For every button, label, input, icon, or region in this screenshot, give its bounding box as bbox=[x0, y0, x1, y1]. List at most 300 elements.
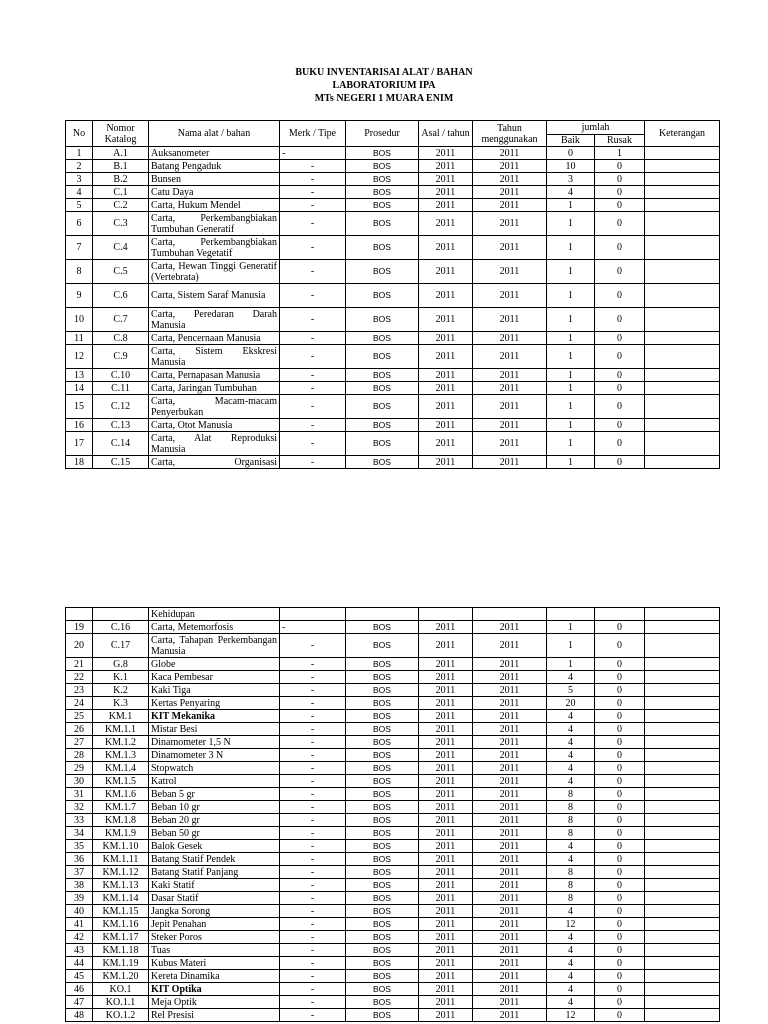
cell-nama-alat-bold: KIT Mekanika bbox=[151, 710, 215, 722]
table-row bbox=[66, 308, 720, 332]
cell-nama-alat bbox=[149, 983, 280, 996]
cell-nomor-katalog: KM.1.15 bbox=[93, 905, 149, 918]
table-row bbox=[66, 905, 720, 918]
cell-nomor-katalog: KM.1.17 bbox=[93, 931, 149, 944]
cell-prosedur: BOS bbox=[346, 199, 419, 212]
cell-baik: 4 bbox=[547, 736, 595, 749]
cell-baik: 8 bbox=[547, 866, 595, 879]
cell-no: 14 bbox=[66, 382, 93, 395]
cell-tahun-menggunakan: 2011 bbox=[473, 345, 547, 369]
cell-asal-tahun: 2011 bbox=[419, 671, 473, 684]
cell-tahun-menggunakan: 2011 bbox=[473, 1009, 547, 1022]
cell-nomor-katalog: C.8 bbox=[93, 332, 149, 345]
cell-nama-alat: Beban 5 gr bbox=[149, 788, 280, 801]
cell-rusak: 0 bbox=[595, 634, 645, 658]
cell-baik: 1 bbox=[547, 260, 595, 284]
cell-no: 35 bbox=[66, 840, 93, 853]
cell-prosedur: BOS bbox=[346, 775, 419, 788]
cell-nama-alat: Kertas Penyaring bbox=[149, 697, 280, 710]
cell-rusak bbox=[595, 608, 645, 621]
cell-nomor-katalog: C.16 bbox=[93, 621, 149, 634]
cell-prosedur: BOS bbox=[346, 710, 419, 723]
table-row bbox=[66, 788, 720, 801]
cell-nomor-katalog: C.6 bbox=[93, 284, 149, 308]
cell-keterangan bbox=[645, 736, 720, 749]
cell-tahun-menggunakan: 2011 bbox=[473, 775, 547, 788]
cell-prosedur: BOS bbox=[346, 658, 419, 671]
cell-keterangan bbox=[645, 918, 720, 931]
cell-prosedur: BOS bbox=[346, 905, 419, 918]
cell-nomor-katalog: C.17 bbox=[93, 634, 149, 658]
cell-prosedur: BOS bbox=[346, 634, 419, 658]
cell-prosedur: BOS bbox=[346, 432, 419, 456]
cell-rusak: 0 bbox=[595, 432, 645, 456]
cell-rusak: 0 bbox=[595, 983, 645, 996]
cell-merk-tipe: - bbox=[280, 866, 346, 879]
cell-nama-alat bbox=[149, 710, 280, 723]
cell-nomor-katalog: KO.1 bbox=[93, 983, 149, 996]
cell-keterangan bbox=[645, 236, 720, 260]
cell-nama-alat: Carta, Sistem Saraf Manusia bbox=[149, 284, 280, 308]
cell-prosedur: BOS bbox=[346, 918, 419, 931]
cell-prosedur: BOS bbox=[346, 212, 419, 236]
cell-rusak: 0 bbox=[595, 996, 645, 1009]
cell-no: 42 bbox=[66, 931, 93, 944]
table-row bbox=[66, 395, 720, 419]
cell-asal-tahun: 2011 bbox=[419, 456, 473, 469]
cell-merk-tipe: - bbox=[280, 840, 346, 853]
cell-merk-tipe: - bbox=[280, 369, 346, 382]
cell-nama-alat: Carta, Macam-macam Penyerbukan bbox=[149, 395, 280, 419]
cell-rusak: 0 bbox=[595, 853, 645, 866]
cell-baik: 1 bbox=[547, 199, 595, 212]
cell-nama-alat: Kubus Materi bbox=[149, 957, 280, 970]
table-row bbox=[66, 684, 720, 697]
cell-merk-tipe: - bbox=[280, 983, 346, 996]
cell-rusak: 0 bbox=[595, 671, 645, 684]
cell-no: 2 bbox=[66, 160, 93, 173]
document-title-line-3: MTs NEGERI 1 MUARA ENIM bbox=[314, 93, 454, 104]
cell-prosedur: BOS bbox=[346, 684, 419, 697]
cell-nomor-katalog: C.4 bbox=[93, 236, 149, 260]
table-row bbox=[66, 697, 720, 710]
cell-keterangan bbox=[645, 671, 720, 684]
cell-asal-tahun: 2011 bbox=[419, 1009, 473, 1022]
cell-nomor-katalog: KM.1.2 bbox=[93, 736, 149, 749]
cell-merk-tipe: - bbox=[280, 944, 346, 957]
table-row bbox=[66, 212, 720, 236]
cell-merk-tipe: - bbox=[280, 658, 346, 671]
cell-baik: 1 bbox=[547, 621, 595, 634]
cell-merk-tipe: - bbox=[280, 284, 346, 308]
cell-merk-tipe: - bbox=[280, 749, 346, 762]
cell-tahun-menggunakan: 2011 bbox=[473, 736, 547, 749]
cell-tahun-menggunakan: 2011 bbox=[473, 621, 547, 634]
cell-no: 18 bbox=[66, 456, 93, 469]
header-merk-tipe: Merk / Tipe bbox=[280, 121, 346, 147]
cell-asal-tahun bbox=[419, 608, 473, 621]
table-row bbox=[66, 801, 720, 814]
cell-merk-tipe: - bbox=[280, 236, 346, 260]
cell-rusak: 0 bbox=[595, 892, 645, 905]
cell-asal-tahun: 2011 bbox=[419, 419, 473, 432]
cell-merk-tipe: - bbox=[280, 879, 346, 892]
cell-keterangan bbox=[645, 697, 720, 710]
cell-rusak: 0 bbox=[595, 345, 645, 369]
cell-no: 15 bbox=[66, 395, 93, 419]
cell-rusak: 0 bbox=[595, 369, 645, 382]
table-row bbox=[66, 186, 720, 199]
cell-asal-tahun: 2011 bbox=[419, 684, 473, 697]
cell-rusak: 0 bbox=[595, 840, 645, 853]
cell-nama-alat: Carta, Pencernaan Manusia bbox=[149, 332, 280, 345]
table-row bbox=[66, 634, 720, 658]
cell-keterangan bbox=[645, 866, 720, 879]
table-row bbox=[66, 749, 720, 762]
cell-baik: 4 bbox=[547, 671, 595, 684]
cell-nomor-katalog: C.11 bbox=[93, 382, 149, 395]
cell-asal-tahun: 2011 bbox=[419, 749, 473, 762]
cell-prosedur: BOS bbox=[346, 697, 419, 710]
table-row bbox=[66, 710, 720, 723]
cell-keterangan bbox=[645, 608, 720, 621]
cell-baik: 1 bbox=[547, 345, 595, 369]
cell-baik: 3 bbox=[547, 173, 595, 186]
cell-prosedur: BOS bbox=[346, 369, 419, 382]
cell-no: 37 bbox=[66, 866, 93, 879]
cell-tahun-menggunakan: 2011 bbox=[473, 983, 547, 996]
cell-merk-tipe: - bbox=[280, 345, 346, 369]
cell-prosedur: BOS bbox=[346, 1009, 419, 1022]
cell-merk-tipe: - bbox=[280, 697, 346, 710]
cell-no: 45 bbox=[66, 970, 93, 983]
cell-keterangan bbox=[645, 212, 720, 236]
cell-baik: 4 bbox=[547, 931, 595, 944]
cell-rusak: 0 bbox=[595, 160, 645, 173]
cell-tahun-menggunakan: 2011 bbox=[473, 284, 547, 308]
cell-rusak: 0 bbox=[595, 1009, 645, 1022]
cell-asal-tahun: 2011 bbox=[419, 432, 473, 456]
cell-prosedur: BOS bbox=[346, 332, 419, 345]
cell-rusak: 0 bbox=[595, 332, 645, 345]
cell-nomor-katalog: KM.1.7 bbox=[93, 801, 149, 814]
cell-baik: 8 bbox=[547, 879, 595, 892]
table-row bbox=[66, 658, 720, 671]
cell-keterangan bbox=[645, 749, 720, 762]
inventory-table-page-1 bbox=[65, 120, 720, 469]
cell-nama-alat: Carta, Organisasi bbox=[149, 456, 280, 469]
table-row bbox=[66, 199, 720, 212]
cell-asal-tahun: 2011 bbox=[419, 260, 473, 284]
cell-no: 41 bbox=[66, 918, 93, 931]
cell-prosedur: BOS bbox=[346, 983, 419, 996]
cell-tahun-menggunakan: 2011 bbox=[473, 212, 547, 236]
cell-asal-tahun: 2011 bbox=[419, 853, 473, 866]
cell-no: 39 bbox=[66, 892, 93, 905]
cell-asal-tahun: 2011 bbox=[419, 284, 473, 308]
cell-asal-tahun: 2011 bbox=[419, 710, 473, 723]
cell-asal-tahun: 2011 bbox=[419, 736, 473, 749]
cell-nomor-katalog: KM.1.6 bbox=[93, 788, 149, 801]
header-nomor-katalog: Nomor Katalog bbox=[93, 121, 149, 147]
cell-rusak: 0 bbox=[595, 749, 645, 762]
cell-rusak: 0 bbox=[595, 284, 645, 308]
cell-prosedur: BOS bbox=[346, 395, 419, 419]
cell-keterangan bbox=[645, 684, 720, 697]
cell-asal-tahun: 2011 bbox=[419, 345, 473, 369]
cell-prosedur: BOS bbox=[346, 957, 419, 970]
cell-keterangan bbox=[645, 332, 720, 345]
cell-merk-tipe: - bbox=[280, 853, 346, 866]
cell-tahun-menggunakan: 2011 bbox=[473, 723, 547, 736]
cell-baik bbox=[547, 608, 595, 621]
cell-nomor-katalog: C.5 bbox=[93, 260, 149, 284]
cell-baik: 4 bbox=[547, 775, 595, 788]
cell-no: 12 bbox=[66, 345, 93, 369]
cell-nama-alat: Dinamometer 1,5 N bbox=[149, 736, 280, 749]
cell-keterangan bbox=[645, 308, 720, 332]
cell-nomor-katalog: K.3 bbox=[93, 697, 149, 710]
cell-keterangan bbox=[645, 382, 720, 395]
cell-merk-tipe: - bbox=[280, 723, 346, 736]
cell-merk-tipe: - bbox=[280, 173, 346, 186]
cell-no: 36 bbox=[66, 853, 93, 866]
cell-prosedur: BOS bbox=[346, 866, 419, 879]
cell-asal-tahun: 2011 bbox=[419, 199, 473, 212]
table-row bbox=[66, 160, 720, 173]
cell-tahun-menggunakan: 2011 bbox=[473, 892, 547, 905]
cell-merk-tipe: - bbox=[280, 918, 346, 931]
cell-nomor-katalog: C.13 bbox=[93, 419, 149, 432]
cell-asal-tahun: 2011 bbox=[419, 395, 473, 419]
cell-nomor-katalog: KM.1.5 bbox=[93, 775, 149, 788]
cell-rusak: 0 bbox=[595, 788, 645, 801]
cell-rusak: 0 bbox=[595, 382, 645, 395]
cell-tahun-menggunakan: 2011 bbox=[473, 905, 547, 918]
cell-nama-alat: Rel Presisi bbox=[149, 1009, 280, 1022]
cell-nama-alat: Katrol bbox=[149, 775, 280, 788]
cell-merk-tipe: - bbox=[280, 671, 346, 684]
cell-asal-tahun: 2011 bbox=[419, 996, 473, 1009]
cell-no: 47 bbox=[66, 996, 93, 1009]
table-row bbox=[66, 382, 720, 395]
table-row bbox=[66, 419, 720, 432]
cell-merk-tipe: - bbox=[280, 814, 346, 827]
cell-tahun-menggunakan bbox=[473, 608, 547, 621]
table-row bbox=[66, 827, 720, 840]
cell-no: 16 bbox=[66, 419, 93, 432]
cell-no: 23 bbox=[66, 684, 93, 697]
cell-prosedur: BOS bbox=[346, 671, 419, 684]
cell-asal-tahun: 2011 bbox=[419, 970, 473, 983]
cell-baik: 4 bbox=[547, 710, 595, 723]
cell-tahun-menggunakan: 2011 bbox=[473, 332, 547, 345]
cell-keterangan bbox=[645, 621, 720, 634]
cell-no: 21 bbox=[66, 658, 93, 671]
cell-keterangan bbox=[645, 634, 720, 658]
cell-baik: 12 bbox=[547, 918, 595, 931]
cell-prosedur: BOS bbox=[346, 456, 419, 469]
cell-rusak: 0 bbox=[595, 710, 645, 723]
cell-prosedur: BOS bbox=[346, 996, 419, 1009]
cell-nomor-katalog: KM.1.14 bbox=[93, 892, 149, 905]
cell-nama-alat: Jepit Penahan bbox=[149, 918, 280, 931]
cell-no: 28 bbox=[66, 749, 93, 762]
cell-keterangan bbox=[645, 814, 720, 827]
cell-no: 24 bbox=[66, 697, 93, 710]
cell-tahun-menggunakan: 2011 bbox=[473, 456, 547, 469]
cell-no: 22 bbox=[66, 671, 93, 684]
header-asal-tahun: Asal / tahun bbox=[419, 121, 473, 147]
cell-nama-alat: Meja Optik bbox=[149, 996, 280, 1009]
cell-merk-tipe: - bbox=[280, 957, 346, 970]
cell-baik: 4 bbox=[547, 905, 595, 918]
cell-keterangan bbox=[645, 775, 720, 788]
cell-no: 48 bbox=[66, 1009, 93, 1022]
cell-prosedur: BOS bbox=[346, 419, 419, 432]
cell-tahun-menggunakan: 2011 bbox=[473, 147, 547, 160]
table-row bbox=[66, 879, 720, 892]
cell-tahun-menggunakan: 2011 bbox=[473, 879, 547, 892]
cell-asal-tahun: 2011 bbox=[419, 147, 473, 160]
cell-keterangan bbox=[645, 931, 720, 944]
cell-merk-tipe: - bbox=[280, 788, 346, 801]
table-row bbox=[66, 432, 720, 456]
cell-keterangan bbox=[645, 944, 720, 957]
cell-no: 29 bbox=[66, 762, 93, 775]
cell-tahun-menggunakan: 2011 bbox=[473, 710, 547, 723]
cell-asal-tahun: 2011 bbox=[419, 866, 473, 879]
cell-nama-alat: Globe bbox=[149, 658, 280, 671]
cell-prosedur: BOS bbox=[346, 147, 419, 160]
cell-no: 40 bbox=[66, 905, 93, 918]
cell-tahun-menggunakan: 2011 bbox=[473, 186, 547, 199]
cell-merk-tipe: - bbox=[280, 762, 346, 775]
cell-nomor-katalog: C.9 bbox=[93, 345, 149, 369]
cell-merk-tipe: - bbox=[280, 212, 346, 236]
cell-prosedur: BOS bbox=[346, 284, 419, 308]
cell-tahun-menggunakan: 2011 bbox=[473, 199, 547, 212]
table-row bbox=[66, 671, 720, 684]
cell-nama-alat: Batang Statif Pendek bbox=[149, 853, 280, 866]
cell-no: 17 bbox=[66, 432, 93, 456]
cell-baik: 1 bbox=[547, 308, 595, 332]
cell-asal-tahun: 2011 bbox=[419, 788, 473, 801]
cell-no: 8 bbox=[66, 260, 93, 284]
cell-nomor-katalog: C.2 bbox=[93, 199, 149, 212]
cell-rusak: 0 bbox=[595, 866, 645, 879]
cell-rusak: 0 bbox=[595, 260, 645, 284]
cell-rusak: 0 bbox=[595, 762, 645, 775]
cell-rusak: 0 bbox=[595, 944, 645, 957]
cell-nama-alat: Carta, Hewan Tinggi Generatif (Vertebrata) bbox=[149, 260, 280, 284]
cell-rusak: 0 bbox=[595, 970, 645, 983]
cell-prosedur: BOS bbox=[346, 621, 419, 634]
cell-prosedur: BOS bbox=[346, 762, 419, 775]
cell-no: 43 bbox=[66, 944, 93, 957]
cell-rusak: 0 bbox=[595, 801, 645, 814]
cell-keterangan bbox=[645, 801, 720, 814]
cell-tahun-menggunakan: 2011 bbox=[473, 395, 547, 419]
cell-rusak: 0 bbox=[595, 186, 645, 199]
cell-keterangan bbox=[645, 983, 720, 996]
table-row bbox=[66, 957, 720, 970]
cell-asal-tahun: 2011 bbox=[419, 827, 473, 840]
cell-rusak: 0 bbox=[595, 212, 645, 236]
cell-rusak: 0 bbox=[595, 456, 645, 469]
cell-tahun-menggunakan: 2011 bbox=[473, 671, 547, 684]
cell-asal-tahun: 2011 bbox=[419, 160, 473, 173]
cell-merk-tipe: - bbox=[280, 432, 346, 456]
table-row bbox=[66, 173, 720, 186]
cell-keterangan bbox=[645, 369, 720, 382]
cell-no: 25 bbox=[66, 710, 93, 723]
cell-keterangan bbox=[645, 879, 720, 892]
cell-asal-tahun: 2011 bbox=[419, 621, 473, 634]
cell-tahun-menggunakan: 2011 bbox=[473, 432, 547, 456]
table-row bbox=[66, 260, 720, 284]
cell-nomor-katalog: KM.1.3 bbox=[93, 749, 149, 762]
cell-tahun-menggunakan: 2011 bbox=[473, 658, 547, 671]
cell-keterangan bbox=[645, 970, 720, 983]
cell-merk-tipe: - bbox=[280, 419, 346, 432]
cell-rusak: 1 bbox=[595, 147, 645, 160]
cell-baik: 4 bbox=[547, 762, 595, 775]
cell-baik: 4 bbox=[547, 186, 595, 199]
cell-prosedur: BOS bbox=[346, 931, 419, 944]
cell-baik: 1 bbox=[547, 634, 595, 658]
cell-asal-tahun: 2011 bbox=[419, 634, 473, 658]
cell-keterangan bbox=[645, 1009, 720, 1022]
cell-nomor-katalog: KM.1.19 bbox=[93, 957, 149, 970]
cell-asal-tahun: 2011 bbox=[419, 332, 473, 345]
cell-no: 11 bbox=[66, 332, 93, 345]
cell-merk-tipe: - bbox=[280, 147, 346, 160]
cell-keterangan bbox=[645, 905, 720, 918]
header-prosedur: Prosedur bbox=[346, 121, 419, 147]
cell-baik: 1 bbox=[547, 395, 595, 419]
cell-tahun-menggunakan: 2011 bbox=[473, 749, 547, 762]
header-baik: Baik bbox=[547, 135, 595, 147]
cell-keterangan bbox=[645, 788, 720, 801]
cell-keterangan bbox=[645, 658, 720, 671]
cell-rusak: 0 bbox=[595, 419, 645, 432]
document-title-line-2: LABORATORIUM IPA bbox=[332, 80, 436, 91]
cell-prosedur: BOS bbox=[346, 173, 419, 186]
cell-tahun-menggunakan: 2011 bbox=[473, 173, 547, 186]
table-row bbox=[66, 762, 720, 775]
cell-nama-alat-bold: KIT Optika bbox=[151, 983, 202, 995]
cell-baik: 4 bbox=[547, 957, 595, 970]
table-row bbox=[66, 147, 720, 160]
cell-no: 3 bbox=[66, 173, 93, 186]
cell-keterangan bbox=[645, 199, 720, 212]
cell-nomor-katalog: KM.1.10 bbox=[93, 840, 149, 853]
cell-tahun-menggunakan: 2011 bbox=[473, 260, 547, 284]
cell-tahun-menggunakan: 2011 bbox=[473, 931, 547, 944]
table-row bbox=[66, 996, 720, 1009]
table-row bbox=[66, 918, 720, 931]
cell-merk-tipe: - bbox=[280, 801, 346, 814]
cell-keterangan bbox=[645, 892, 720, 905]
cell-merk-tipe: - bbox=[280, 332, 346, 345]
cell-no: 10 bbox=[66, 308, 93, 332]
cell-keterangan bbox=[645, 345, 720, 369]
cell-baik: 1 bbox=[547, 236, 595, 260]
cell-nama-alat: Beban 20 gr bbox=[149, 814, 280, 827]
cell-merk-tipe: - bbox=[280, 775, 346, 788]
cell-asal-tahun: 2011 bbox=[419, 308, 473, 332]
